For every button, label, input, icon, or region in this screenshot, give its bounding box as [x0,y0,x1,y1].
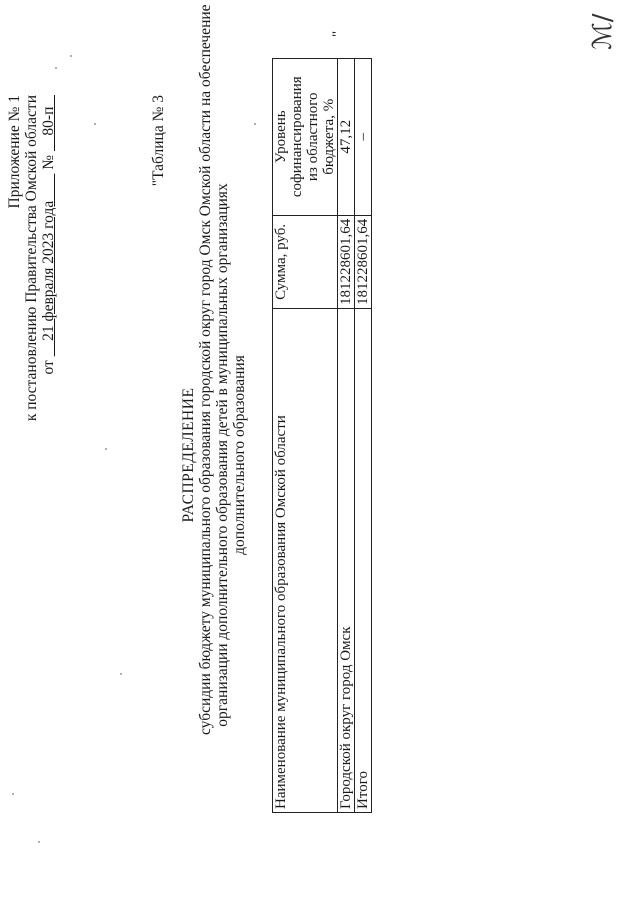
number-label: № [40,154,57,170]
scan-speck [105,448,107,450]
appendix-number: 80-п [40,106,57,136]
row-sum: 181228601,64 [355,215,372,308]
appendix-date: 21 февраля 2023 года [40,200,57,341]
scan-speck [12,793,14,795]
row-level: 47,12 [338,58,355,215]
from-label: от [40,360,57,375]
row-level: – [355,58,372,215]
scan-speck [70,55,72,57]
row-name: Городской округ город Омск [338,309,355,813]
appendix-block [6,95,57,421]
table-number-label: "Таблица № 3 [150,95,167,187]
signature-initials: ℳ/ [588,13,618,50]
scan-speck [55,67,57,69]
header-level: Уровень софинансирования из областного бюджета, % [273,58,338,215]
appendix-line3 [40,95,57,421]
table-row [355,58,372,812]
scan-speck [94,123,96,125]
title-line3: дополнительного образования [231,355,248,555]
row-name: Итого [355,309,372,813]
row-sum: 181228601,64 [338,215,355,308]
appendix-line2: к постановлению Правительства Омской области [23,95,40,422]
title-line1: субсидии бюджету муниципального образования городской округ город Омск Омской области на обеспечение [197,4,214,735]
date-underlined [40,174,57,357]
distribution-table [272,58,372,813]
header-name: Наименование муниципального образования Омской области [273,309,338,813]
table-header-row [273,58,338,812]
scan-speck [38,841,40,843]
table-row [338,58,355,812]
header-sum: Сумма, руб. [273,215,338,308]
closing-quote: " [330,30,346,37]
scan-speck [120,673,122,675]
appendix-line1: Приложение № 1 [6,95,23,209]
document-title [180,4,248,735]
title-line2: организации дополнительного образования детей в муниципальных организациях [214,183,231,727]
number-underlined [40,95,57,151]
scan-speck [254,123,256,125]
title-heading: РАСПРЕДЕЛЕНИЕ [180,387,197,523]
